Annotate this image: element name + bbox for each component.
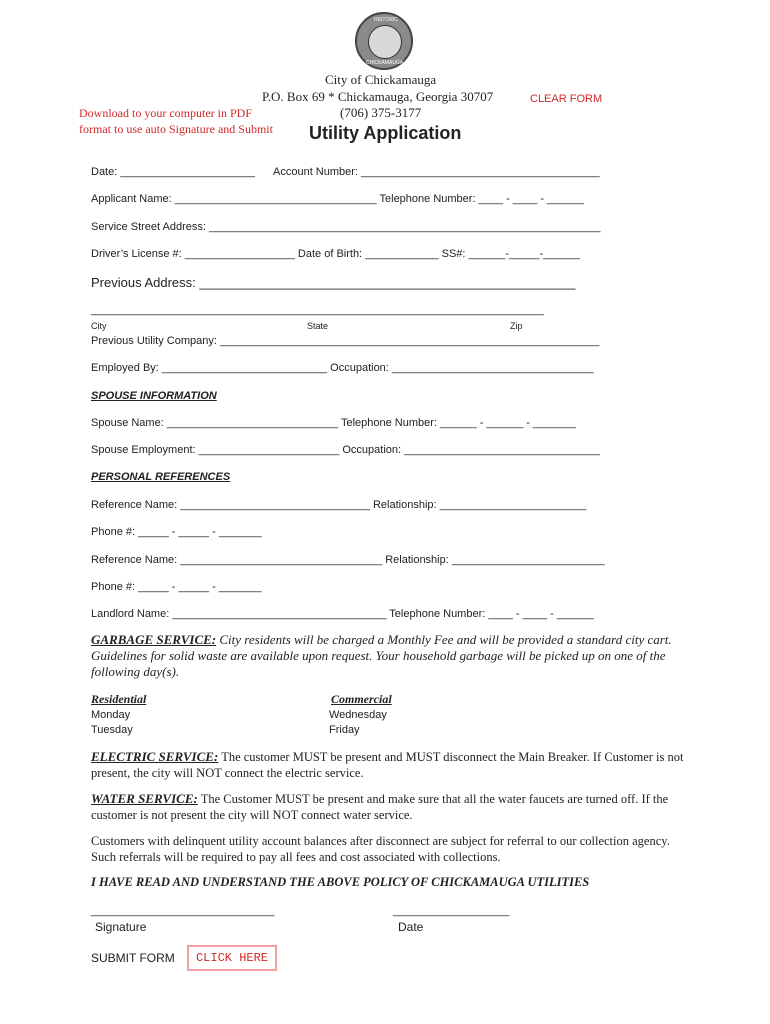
city-name: City of Chickamauga bbox=[325, 72, 437, 87]
seal-top-text: HISTORIC bbox=[374, 17, 398, 23]
city-phone: (706) 375-3177 bbox=[340, 105, 422, 120]
employed-by-field[interactable]: Employed By: ___________________________ Occupation: _________________________________ bbox=[91, 362, 594, 374]
drivers-license-field[interactable]: Driver’s License #: __________________ Date of Birth: ____________ SS#: ______-_____-______ bbox=[91, 248, 580, 260]
garbage-service-paragraph bbox=[91, 632, 681, 680]
date-signature-label: Date bbox=[398, 920, 424, 934]
download-note-line1: Download to your computer in PDF bbox=[79, 106, 252, 120]
previous-address-line2[interactable]: __________________________________________________________________________ bbox=[91, 304, 544, 316]
delinquent-paragraph: Customers with delinquent utility account balances after disconnect are subject for referral to our collection agency. Such referrals will be required to pay all fees and cost associated with collections. bbox=[91, 834, 670, 864]
electric-text: The customer MUST be present and MUST disconnect the Main Breaker. If Customer is not present, the city will NOT connect the electric service. bbox=[91, 750, 684, 780]
spouse-employment-field[interactable]: Spouse Employment: _______________________ Occupation: ________________________________ bbox=[91, 444, 600, 456]
account-number-field[interactable]: Account Number: _______________________________________ bbox=[273, 166, 600, 178]
commercial-day-2: Friday bbox=[329, 724, 360, 736]
seal-emblem bbox=[368, 25, 402, 59]
service-street-field[interactable]: Service Street Address: ________________________________________________________________ bbox=[91, 221, 601, 233]
commercial-day-1: Wednesday bbox=[329, 709, 387, 721]
water-heading: WATER SERVICE: bbox=[91, 791, 198, 806]
signature-label: Signature bbox=[95, 920, 147, 934]
applicant-name-field[interactable]: Applicant Name: _________________________________ Telephone Number: ____ - ____ - ______ bbox=[91, 193, 584, 205]
residential-day-2: Tuesday bbox=[91, 724, 133, 736]
previous-address-field[interactable]: Previous Address: ____________________________________________________ bbox=[91, 275, 576, 290]
commercial-label: Commercial bbox=[331, 692, 392, 706]
spouse-name-field[interactable]: Spouse Name: ____________________________ Telephone Number: ______ - ______ - _______ bbox=[91, 417, 576, 429]
references-heading: PERSONAL REFERENCES bbox=[91, 471, 231, 483]
reference-phone-field-2[interactable]: Phone #: _____ - _____ - _______ bbox=[91, 581, 262, 593]
reference-phone-field-1[interactable]: Phone #: _____ - _____ - _______ bbox=[91, 526, 262, 538]
electric-heading: ELECTRIC SERVICE: bbox=[91, 749, 219, 764]
policy-statement: I HAVE READ AND UNDERSTAND THE ABOVE POLICY OF CHICKAMAUGA UTILITIES bbox=[91, 875, 590, 889]
page-title: Utility Application bbox=[309, 123, 462, 143]
zip-label: Zip bbox=[510, 321, 523, 331]
submit-form-label: SUBMIT FORM bbox=[91, 951, 175, 965]
signature-line[interactable]: ______________________________ bbox=[91, 905, 275, 917]
date-field[interactable]: Date: ______________________ bbox=[91, 166, 255, 178]
landlord-name-field[interactable]: Landlord Name: ___________________________________ Telephone Number: ____ - ____ - ______ bbox=[91, 608, 594, 620]
water-service-paragraph bbox=[91, 791, 686, 823]
previous-utility-field[interactable]: Previous Utility Company: ______________________________________________________________ bbox=[91, 335, 600, 347]
garbage-heading: GARBAGE SERVICE: bbox=[91, 632, 217, 647]
electric-service-paragraph bbox=[91, 749, 686, 781]
state-label: State bbox=[307, 321, 329, 331]
water-text: The Customer MUST be present and make sure that all the water faucets are turned off. If the customer is not present the city will NOT connect water service. bbox=[91, 792, 669, 822]
city-seal-logo bbox=[355, 12, 413, 70]
download-note-line2: format to use auto Signature and Submit bbox=[79, 122, 273, 136]
city-address: P.O. Box 69 * Chickamauga, Georgia 30707 bbox=[262, 89, 494, 104]
clear-form-button[interactable]: CLEAR FORM bbox=[530, 93, 603, 105]
residential-day-1: Monday bbox=[91, 709, 131, 721]
date-signature-line[interactable]: ___________________ bbox=[393, 905, 510, 917]
submit-click-here-button[interactable]: CLICK HERE bbox=[187, 945, 277, 971]
seal-bottom-text: CHICKAMAUGA bbox=[366, 60, 404, 66]
spouse-heading: SPOUSE INFORMATION bbox=[91, 390, 217, 402]
residential-label: Residential bbox=[91, 692, 147, 706]
city-label: City bbox=[91, 321, 107, 331]
reference-name-field-2[interactable]: Reference Name: _________________________________ Relationship: _________________________ bbox=[91, 554, 605, 566]
garbage-text: City residents will be charged a Monthly Fee and will be provided a standard city cart. Guidelines for solid waste are available upon request. Your household garbage will be picked up on one of the following day(s). bbox=[91, 632, 672, 679]
reference-name-field-1[interactable]: Reference Name: _______________________________ Relationship: ________________________ bbox=[91, 499, 587, 511]
